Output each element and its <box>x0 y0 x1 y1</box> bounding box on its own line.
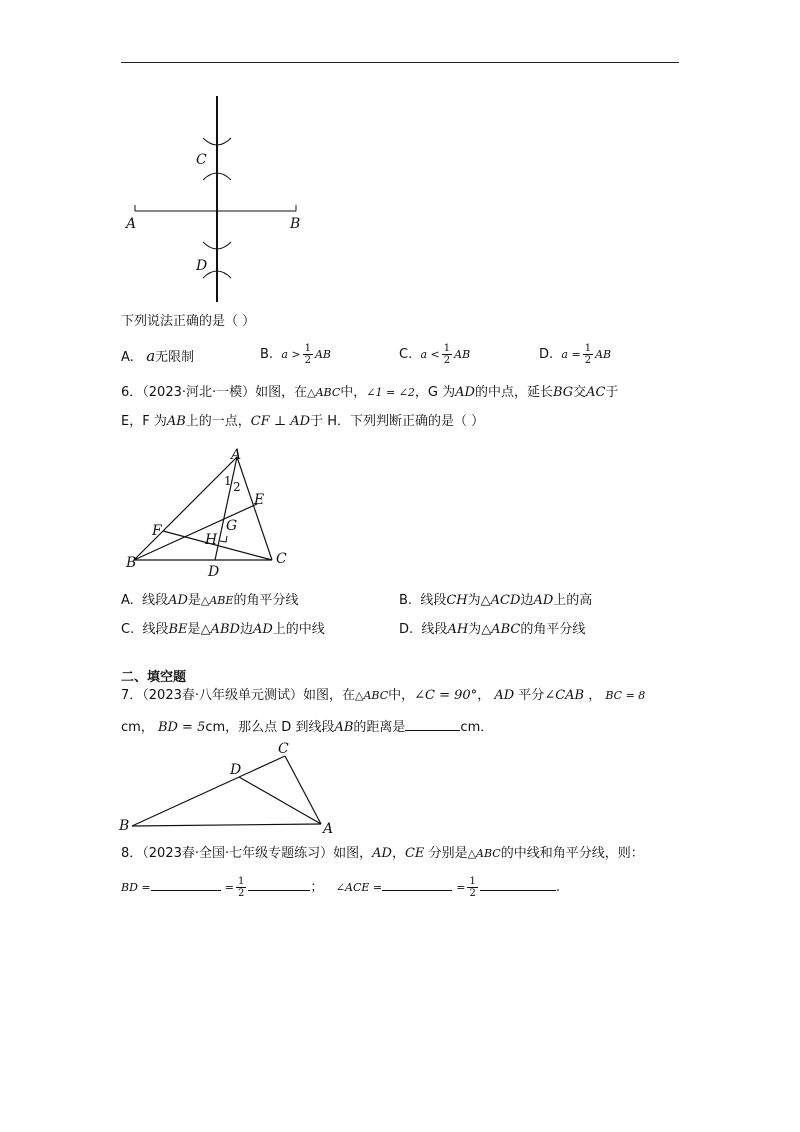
q7-line-2: cm， BD = 5cm，那么点 D 到线段AB的距离是 cm． <box>121 720 494 735</box>
q6-option-b[interactable]: B. 线段CH为△ACD边AD上的高 <box>399 593 593 608</box>
q8-line-2: BD = = $\frac{1}{2}$ ； ∠ACE = = $\frac{1}{2}$ . <box>121 876 560 899</box>
q6-line-1: 6．（2023·河北·一模）如图，在△ABC中，∠1 = ∠2，G 为AD的中点，延长BG交AC于 <box>121 385 619 400</box>
q6-label-2: 2 <box>233 480 241 494</box>
q6-label-e: E <box>254 492 265 508</box>
q7-label-c: C <box>278 741 289 757</box>
label-d: D <box>196 258 208 274</box>
q5-option-d[interactable]: D. a = $\frac{1}{2}$ AB <box>539 343 612 366</box>
q7-answer-blank[interactable] <box>405 718 460 731</box>
q7-label-a: A <box>323 821 334 833</box>
q5-option-c[interactable]: C. a < $\frac{1}{2}$ AB <box>399 343 471 366</box>
q8-blank-1[interactable] <box>151 878 221 891</box>
q5-option-b[interactable]: B. a > $\frac{1}{2}$ AB <box>260 343 332 366</box>
q6-label-c: C <box>276 551 287 567</box>
figure-perpendicular-bisector <box>120 90 320 310</box>
q6-line-2: E，F 为AB上的一点，CF ⊥ AD于 H．下列判断正确的是（ ） <box>121 414 485 429</box>
header-rule <box>121 62 679 63</box>
q6-label-b: B <box>126 555 137 571</box>
q6-label-h: H <box>205 532 218 548</box>
q8-blank-4[interactable] <box>480 878 556 891</box>
q6-label-d: D <box>208 564 220 580</box>
figure-q7-triangle <box>115 738 340 833</box>
label-c: C <box>196 152 207 168</box>
q8-blank-3[interactable] <box>382 878 452 891</box>
q7-label-b: B <box>119 818 130 833</box>
q6-label-g: G <box>226 518 238 534</box>
figure-q6-triangle <box>120 445 300 580</box>
q7-line-1: 7．（2023春·八年级单元测试）如图，在△ABC中，∠C = 90°， AD 平分∠CAB ， BC = 8 <box>121 688 646 703</box>
q8-line-1: 8．（2023春·全国·七年级专题练习）如图，AD，CE 分别是△ABC的中线和角平分线，则： <box>121 846 644 861</box>
q6-option-a[interactable]: A. 线段AD是△ABE的角平分线 <box>121 593 299 608</box>
label-a: A <box>126 216 137 232</box>
q6-option-c[interactable]: C. 线段BE是△ABD边AD上的中线 <box>121 622 325 637</box>
section-title-fill-in: 二、填空题 <box>121 670 187 685</box>
q7-label-d: D <box>230 762 242 778</box>
q5-stem: 下列说法正确的是（ ） <box>121 314 256 329</box>
q6-label-f: F <box>152 523 162 539</box>
q6-label-a: A <box>231 447 242 463</box>
q6-label-1: 1 <box>224 474 232 488</box>
q5-option-a[interactable]: A. a无限制 <box>121 347 195 365</box>
q8-blank-2[interactable] <box>248 878 310 891</box>
label-b: B <box>290 216 301 232</box>
q6-option-d[interactable]: D. 线段AH为△ABC的角平分线 <box>399 622 586 637</box>
